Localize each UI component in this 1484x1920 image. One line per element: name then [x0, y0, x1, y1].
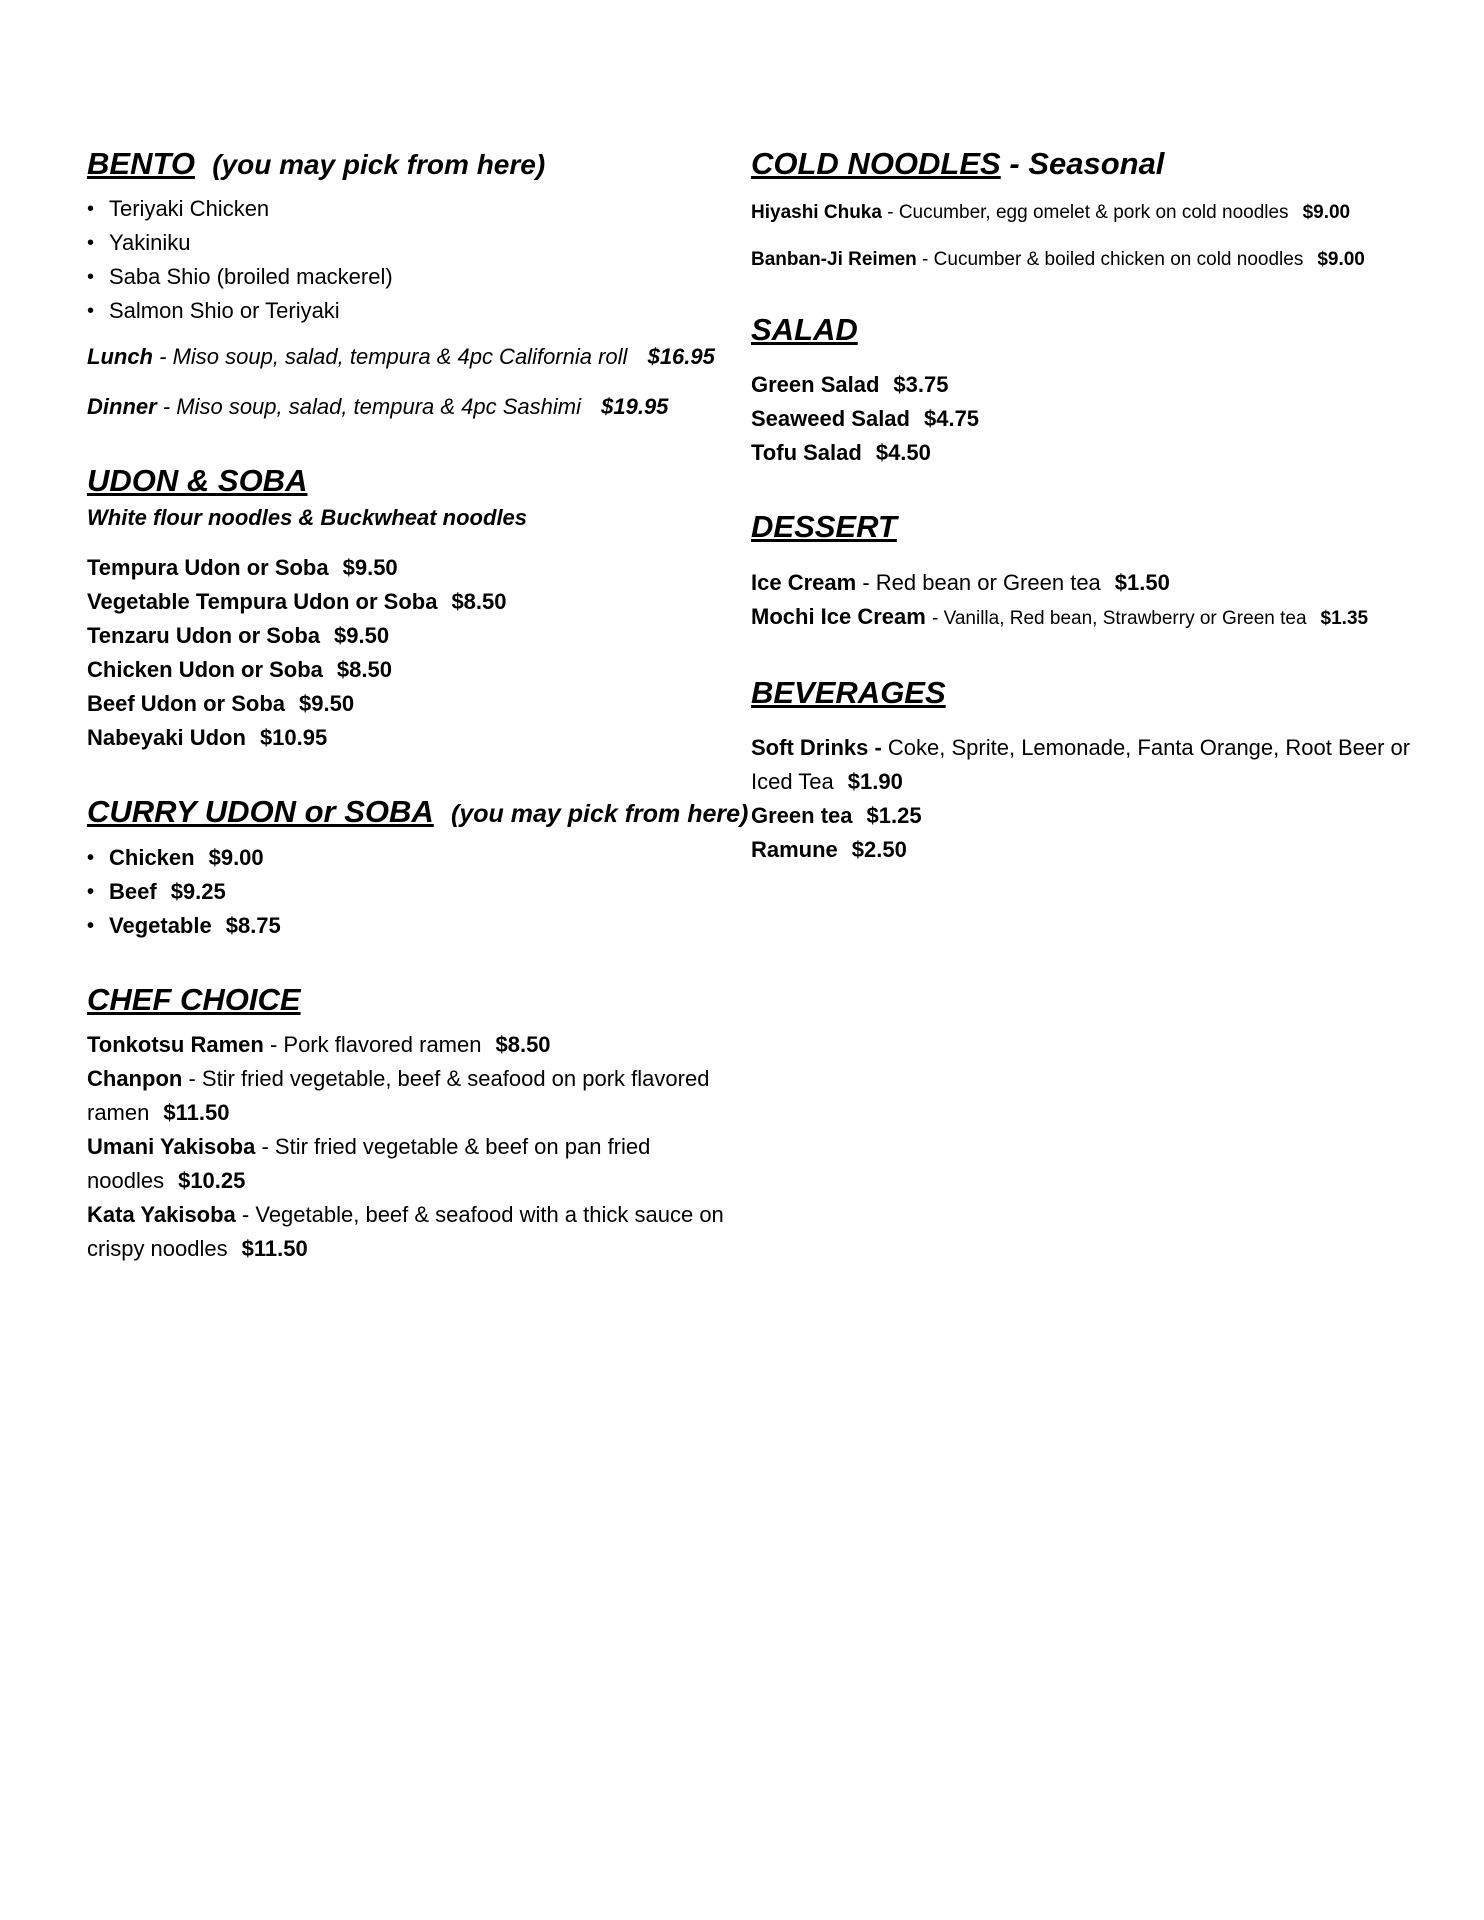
- menu-item: Ramune $2.50: [751, 836, 907, 862]
- bullet-icon: •: [87, 198, 95, 221]
- menu-item: Seaweed Salad $4.75: [751, 406, 980, 432]
- menu-item: Ice Cream - Red bean or Green tea $1.50: [751, 569, 1170, 595]
- bento-section: [87, 145, 727, 424]
- cold-noodles-heading: [751, 145, 1411, 182]
- menu-item: Mochi Ice Cream - Vanilla, Red bean, Strawberry or Green tea $1.35: [751, 603, 1369, 629]
- menu-item: Umani Yakisoba - Stir fried vegetable & beef on pan fried noodles $10.25: [87, 1133, 651, 1193]
- bento-title: BENTO: [87, 146, 195, 181]
- menu-item: Tenzaru Udon or Soba $9.50: [87, 623, 390, 649]
- bullet-icon: •: [87, 880, 95, 903]
- bullet-icon: •: [87, 300, 95, 323]
- menu-item: Vegetable Tempura Udon or Soba $8.50: [87, 589, 507, 615]
- list-item: • Vegetable $8.75: [87, 909, 727, 943]
- bento-heading: [87, 145, 727, 182]
- menu-item: Kata Yakisoba - Vegetable, beef & seafood with a thick sauce on crispy noodles $11.50: [87, 1201, 724, 1261]
- beverages-section: [751, 674, 1411, 867]
- menu-item: Chicken Udon or Soba $8.50: [87, 657, 392, 683]
- dessert-heading: [751, 508, 1411, 545]
- bento-lunch: Lunch - Miso soup, salad, tempura & 4pc California roll $16.95: [87, 344, 715, 370]
- curry-title: CURRY UDON or SOBA: [87, 794, 434, 830]
- list-item: • Saba Shio (broiled mackerel): [87, 260, 727, 294]
- cold-noodles-section: [751, 145, 1411, 277]
- curry-section: [87, 793, 749, 942]
- list-item: • Yakiniku: [87, 226, 727, 260]
- bullet-icon: •: [87, 232, 95, 255]
- menu-item: Nabeyaki Udon $10.95: [87, 725, 328, 751]
- curry-heading: [87, 793, 749, 830]
- bento-subtitle: (you may pick from here): [212, 149, 546, 180]
- left-column: [87, 145, 749, 1266]
- bullet-icon: •: [87, 846, 95, 869]
- salad-heading: [751, 311, 1411, 348]
- menu-item: Banban-Ji Reimen - Cucumber & boiled chicken on cold noodles $9.00: [751, 249, 1365, 271]
- menu-item: Beef Udon or Soba $9.50: [87, 691, 355, 717]
- menu-item: Hiyashi Chuka - Cucumber, egg omelet & pork on cold noodles $9.00: [751, 202, 1351, 224]
- list-item: • Chicken $9.00: [87, 841, 727, 875]
- menu-item: Tofu Salad $4.50: [751, 440, 931, 466]
- chef-choice-heading: [87, 981, 727, 1018]
- udon-soba-heading: [87, 462, 727, 499]
- curry-subtitle: (you may pick from here): [451, 800, 749, 829]
- udon-soba-subtitle: White flour noodles & Buckwheat noodles: [87, 505, 528, 531]
- cold-noodles-title: COLD NOODLES: [751, 146, 1001, 181]
- menu-item: Green Salad $3.75: [751, 372, 949, 398]
- chef-choice-section: [87, 981, 727, 1266]
- dessert-title: DESSERT: [751, 509, 897, 545]
- udon-soba-section: [87, 462, 727, 755]
- chef-choice-title: CHEF CHOICE: [87, 981, 301, 1017]
- udon-soba-title: UDON & SOBA: [87, 463, 308, 499]
- menu-item: Soft Drinks - Coke, Sprite, Lemonade, Fanta Orange, Root Beer or Iced Tea $1.90: [751, 734, 1411, 794]
- cold-noodles-subtitle: - Seasonal: [1009, 146, 1165, 181]
- menu-item: Tempura Udon or Soba $9.50: [87, 555, 398, 581]
- menu-item: Tonkotsu Ramen - Pork flavored ramen $8.50: [87, 1031, 551, 1057]
- bento-dinner: Dinner - Miso soup, salad, tempura & 4pc Sashimi $19.95: [87, 394, 669, 420]
- list-item: • Beef $9.25: [87, 875, 727, 909]
- list-item: • Salmon Shio or Teriyaki: [87, 294, 727, 328]
- curry-list: [87, 841, 727, 943]
- list-item: • Teriyaki Chicken: [87, 192, 727, 226]
- menu-item: Green tea $1.25: [751, 802, 922, 828]
- right-column: [751, 145, 1411, 867]
- beverages-title: BEVERAGES: [751, 674, 946, 710]
- salad-section: [751, 311, 1411, 470]
- bento-list: [87, 192, 727, 328]
- dessert-section: [751, 508, 1411, 635]
- bullet-icon: •: [87, 266, 95, 289]
- bullet-icon: •: [87, 914, 95, 937]
- menu-item: Chanpon - Stir fried vegetable, beef & seafood on pork flavored ramen $11.50: [87, 1065, 710, 1125]
- salad-title: SALAD: [751, 312, 858, 348]
- beverages-heading: [751, 674, 1411, 711]
